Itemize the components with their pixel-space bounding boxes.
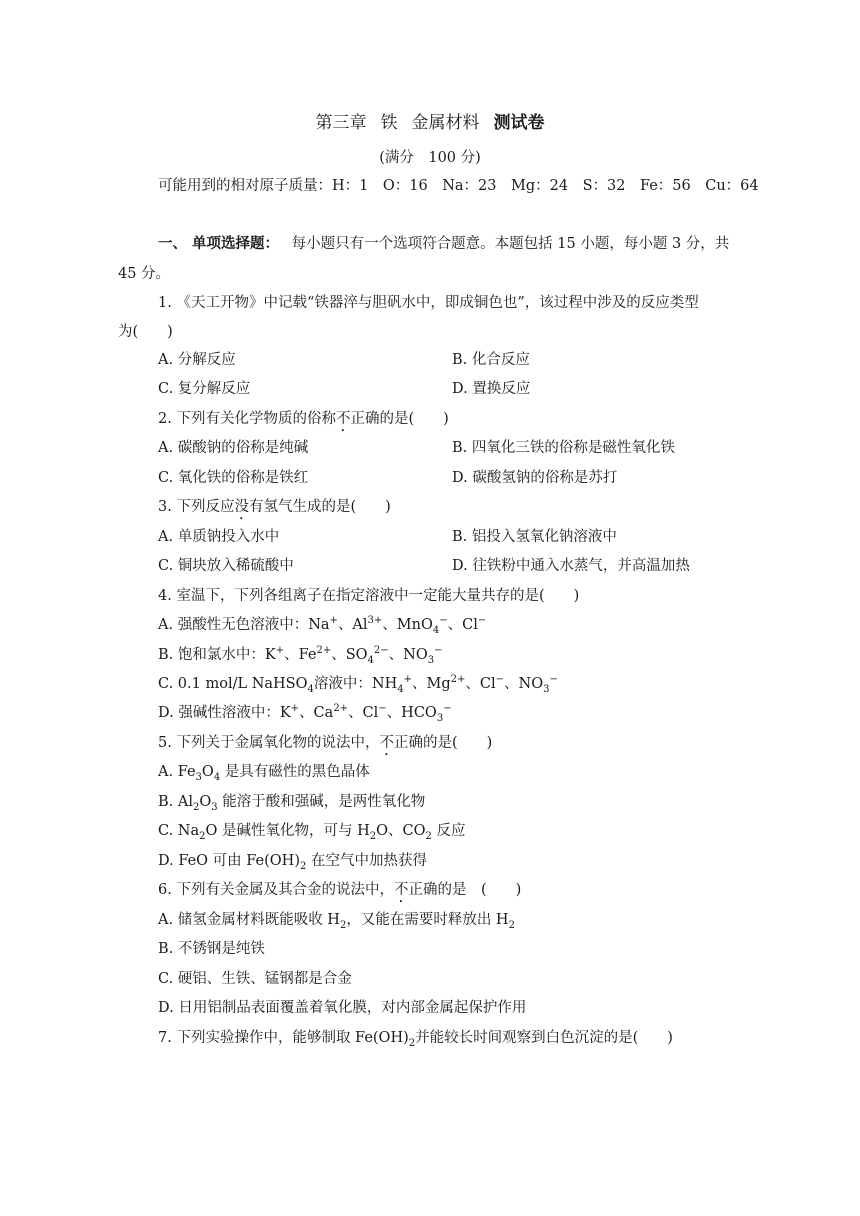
question-1-stem-cont: 为( )	[118, 324, 173, 340]
q4-option-a: A. 强酸性无色溶液中：Na+、$Al^{3+}$、MnO$_4$−、Cl−	[158, 615, 487, 636]
question-6-stem: 6. 下列有关金属及其合金的说法中，不正确的是 ( )	[158, 882, 522, 898]
full-score: (满分 100 分)	[379, 150, 481, 166]
q1-option-a: A. 分解反应	[158, 352, 236, 368]
q2-option-a: A. 碳酸钠的俗称是纯碱	[158, 440, 309, 456]
section-heading: 一、 单项选择题： 每小题只有一个选项符合题意。本题包括 15 小题，每小题 3 分，共	[158, 235, 730, 252]
q5-option-a: A. $Fe_3O_4$ 是具有磁性的黑色晶体	[158, 764, 370, 783]
q2-option-b: B. 四氧化三铁的俗称是磁性氧化铁	[452, 440, 675, 456]
section-instruction-cont: 45 分。	[118, 266, 171, 282]
question-1-stem: 1. 《天工开物》中记载“铁器淬与胆矾水中，即成铜色也”，该过程中涉及的反应类型	[158, 295, 699, 311]
q6-option-a: A. 储氢金属材料既能吸收 $H_2$，又能在需要时释放出 $H_2$	[158, 912, 515, 931]
q3-option-d: D. 往铁粉中通入水蒸气，并高温加热	[452, 558, 690, 574]
q5-option-b: B. $Al_2O_3$ 能溶于酸和强碱，是两性氧化物	[158, 794, 426, 813]
exam-title: 第三章 铁 金属材料 测试卷	[315, 113, 545, 133]
q6-option-b: B. 不锈钢是纯铁	[158, 941, 265, 957]
q4-option-c: C. 0.1 mol/L NaHSO$_4$溶液中：$NH_4^+$、$Mg^{2+}$、Cl−、$NO_3^-$	[158, 674, 558, 695]
q2-option-d: D. 碳酸氢钠的俗称是苏打	[452, 470, 618, 486]
question-7-stem: 7. 下列实验操作中，能够制取 $Fe(OH)_2$并能较长时间观察到白色沉淀的是( )	[158, 1030, 673, 1049]
q4-option-d: D. 强碱性溶液中：K+、$Ca^{2+}$、Cl−、$HCO_3^-$	[158, 703, 452, 724]
q2-option-c: C. 氧化铁的俗称是铁红	[158, 470, 309, 486]
q5-option-d: D. FeO 可由 $Fe(OH)_2$ 在空气中加热获得	[158, 853, 427, 872]
q6-option-d: D. 日用铝制品表面覆盖着氧化膜，对内部金属起保护作用	[158, 1000, 527, 1016]
q1-option-c: C. 复分解反应	[158, 381, 251, 397]
question-3-stem: 3. 下列反应没有氢气生成的是( )	[158, 499, 391, 515]
question-2-stem: 2. 下列有关化学物质的俗称不正确的是( )	[158, 411, 449, 427]
q5-option-c: C. $Na_2O$ 是碱性氧化物，可与 $H_2O$、$CO_2$ 反应	[158, 823, 466, 842]
q1-option-b: B. 化合反应	[452, 352, 530, 368]
q4-option-b: B. 饱和氯水中：K+、$Fe^{2+}$、$SO_4^{2-}$、$NO_3^-$	[158, 645, 443, 666]
question-5-stem: 5. 下列关于金属氧化物的说法中，不正确的是( )	[158, 735, 493, 751]
question-4-stem: 4. 室温下，下列各组离子在指定溶液中一定能大量共存的是( )	[158, 588, 580, 604]
q3-option-c: C. 铜块放入稀硫酸中	[158, 558, 294, 574]
q1-option-d: D. 置换反应	[452, 381, 531, 397]
q6-option-c: C. 硬铝、生铁、锰钢都是合金	[158, 971, 352, 987]
q3-option-a: A. 单质钠投入水中	[158, 529, 280, 545]
atomic-masses: 可能用到的相对原子质量：H：1 O：16 Na：23 Mg：24 S：32 Fe：56 Cu：64	[158, 178, 759, 194]
q3-option-b: B. 铝投入氢氧化钠溶液中	[452, 529, 617, 545]
